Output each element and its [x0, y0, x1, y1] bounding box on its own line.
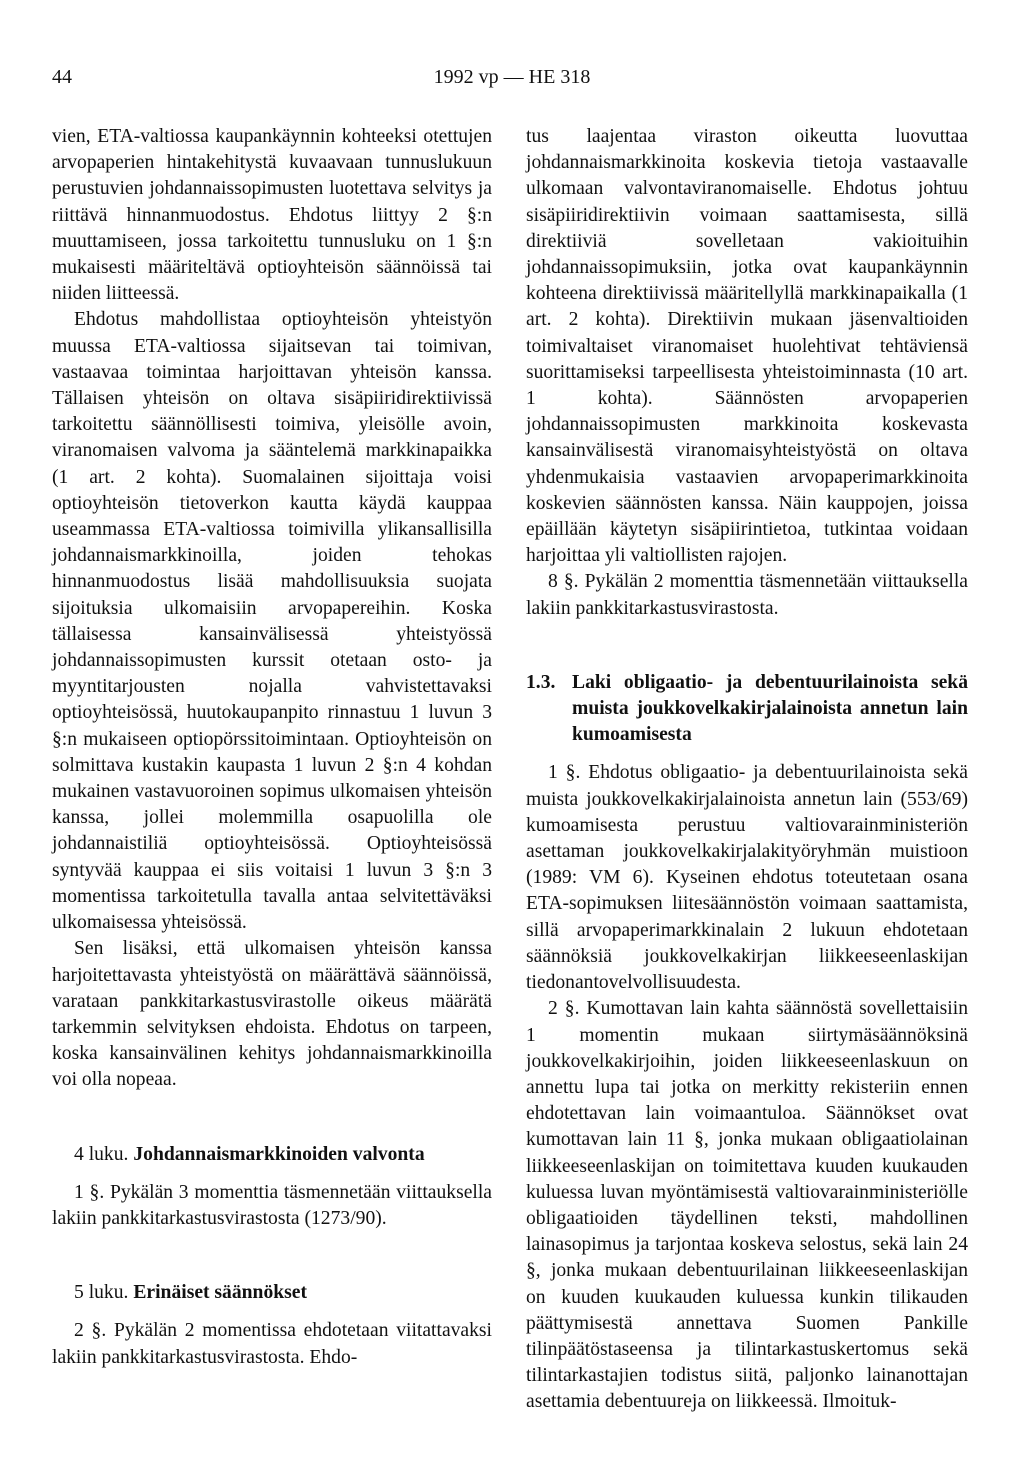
section-heading-1-3	[526, 670, 968, 749]
paragraph: 2 §. Pykälän 2 momentissa ehdotetaan viitattavaksi lakiin pankkitarkastusvirastosta. Ehdo-	[52, 1320, 492, 1368]
section-title: Laki obligaatio- ja debentuurilainoista sekä muista joukkovelkakirjalainoista annetun lain kumoamisesta	[572, 671, 968, 746]
paragraph: 1 §. Ehdotus obligaatio- ja debentuurilainoista sekä muista joukkovelkakirjalainoista annetun lain (553/69) kumoamisesta perustuu valtiovarainministeriön asettaman joukkovelkakirjalakityöryhmän muistioon (1989: VM 6). Kyseinen ehdotus toteutetaan osana ETA-sopimuksen liitesäännöstön voimaan saattamista, sillä arvopaperimarkkinalain 2 lukuun ehdotetaan säännöksiä joukkovelkakirjan liikkeeseenlaskijan tiedonantovelvollisuudesta.	[526, 762, 968, 994]
chapter-number: 4 luku.	[74, 1143, 129, 1165]
paragraph: 1 §. Pykälän 3 momenttia täsmennetään viittauksella lakiin pankkitarkastusvirastosta (1273/90).	[52, 1181, 492, 1229]
spacer	[526, 622, 968, 670]
paragraph: Ehdotus mahdollistaa optioyhteisön yhteistyön muussa ETA-valtiossa sijaitsevan tai toimivan, vastaavaa toimintaa harjoittavan yhteisön kanssa. Tällaisen yhteisön on oltava sisäpiiridirektiivissä tarkoitettu säännöllisesti toimiva, yleisölle avoin, viranomaisen valvoma ja sääntelemä markkinapaikka (1 art. 2 kohta). Suomalainen sijoittaja voisi optioyhteisön tietoverkon kautta käydä kauppaa useammassa ETA-valtiossa toimivilla ylikansallisilla johdannaismarkkinoilla, joiden tehokas hinnanmuodostus lisää mahdollisuuksia suojata sijoituksia ulkomaisiin arvopapereihin. Koska tällaisessa kansainvälisessä yhteistyössä johdannaissopimusten kurssit otetaan osto- ja myyntitarjousten nojalla vahvistettavaksi optioyhteisössä, huutokaupanpito rinnastuu 1 luvun 3 §:n mukaiseen optiopörssitoimintaan. Optioyhteisön on solmittava kustakin kaupasta 1 luvun 2 §:n 4 kohdan mukainen vastavuoroinen sopimus ulkomaisen yhteisön kanssa, jollei molemmilla osapuolilla ole johdannaistiliä optioyhteisössä. Optioyhteisössä syntyvää kauppaa ei siis voitaisi 1 luvun 3 §:n 3 momentissa tarkoitetulla tavalla antaa selvitettäväksi ulkomaisessa yhteisössä.	[52, 309, 492, 934]
section-number: 1.3.	[526, 671, 556, 693]
spacer	[52, 1232, 492, 1280]
paragraph: 2 §. Kumottavan lain kahta säännöstä sovellettaisiin 1 momentin mukaan siirtymäsäännöksinä joukkovelkakirjoihin, joiden liikkeeseenlaskuun on annettu lupa tai jotka on merkitty rekisteriin ennen ehdotettavan lain voimaantuloa. Säännökset ovat kumottavan lain 11 §, jonka mukaan obligaatiolainan liikkeeseenlaskijan on toimitettava kuuden kuukauden kuluessa luvan myöntämisestä valtiovarainministeriölle obligaatioiden täydellinen teksti, mahdollinen lainasopimus ja tarjontaa koskeva selostus, sekä lain 24 §, jonka mukaan debentuurilainan liikkeeseenlaskijan on kuuden kuukauden kuluessa kunkin tilikauden päättymisestä annettava Suomen Pankille tilinpäätöstaseensa ja tilintarkastuskertomus sekä tilintarkastajien todistus siitä, paljonko lainanottajan asettamia debentuureja on liikkeessä. Ilmoituk-	[526, 998, 968, 1413]
spacer	[52, 1168, 492, 1180]
left-column	[52, 124, 492, 1371]
page-number: 44	[52, 66, 72, 88]
chapter-title: Erinäiset säännökset	[133, 1282, 307, 1304]
chapter-heading-4	[52, 1142, 492, 1168]
chapter-title: Johdannaismarkkinoiden valvonta	[133, 1143, 425, 1165]
page-header	[52, 66, 972, 96]
spacer	[526, 748, 968, 760]
chapter-number: 5 luku.	[74, 1282, 129, 1304]
paragraph: Sen lisäksi, että ulkomaisen yhteisön kanssa harjoitettavasta yhteistyöstä on määrättävä säännöissä, varataan pankkitarkastusvirastolle oikeus määrätä tarkemmin selvityksen ehdoista. Ehdotus on tarpeen, koska kansainvälinen kehitys johdannaismarkkinoilla voi olla nopeaa.	[52, 938, 492, 1091]
right-column	[526, 124, 968, 1416]
paragraph: 8 §. Pykälän 2 momenttia täsmennetään viittauksella lakiin pankkitarkastusvirastosta.	[526, 571, 968, 619]
paragraph: tus laajentaa viraston oikeutta luovuttaa johdannaismarkkinoita koskevia tietoja vastaavalle ulkomaan valvontaviranomaiselle. Ehdotus johtuu sisäpiiridirektiivin voimaan saattamisesta, sillä direktiiviä sovelletaan vakioituihin johdannaissopimuksiin, jotka ovat kaupankäynnin kohteena direktiivissä määritellyllä markkinapaikalla (1 art. 2 kohta). Direktiivin mukaan jäsenvaltioiden toimivaltaiset viranomaiset huolehtivat tehtäviensä suorittamiseksi tarpeellisesta yhteistoiminnasta (10 art. 1 kohta). Säännösten arvopaperien johdannaissopimusten markkinoita koskevasta kansainvälisestä viranomaisyhteistyöstä on oltava yhdenmukaisia vastaavien arvopaperimarkkinoita koskevien säännösten kanssa. Näin kauppojen, joissa epäillään käytetyn sisäpiirintietoa, tutkintaa voidaan harjoittaa yli valtiollisten rajojen.	[526, 126, 968, 567]
running-title: 1992 vp — HE 318	[433, 66, 591, 88]
spacer	[52, 1306, 492, 1318]
spacer	[52, 1094, 492, 1142]
chapter-heading-5	[52, 1280, 492, 1306]
paragraph: vien, ETA-valtiossa kaupankäynnin kohteeksi otettujen arvopaperien hintakehitystä kuvaavaan tunnuslukuun perustuvien johdannaissopimusten luotettava selvitys ja riittävä hinnanmuodostus. Ehdotus liittyy 2 §:n muuttamiseen, jossa tarkoitettu tunnusluku on 1 §:n mukaisesti määriteltävä optioyhteisön säännöissä tai niiden liitteessä.	[52, 126, 492, 305]
